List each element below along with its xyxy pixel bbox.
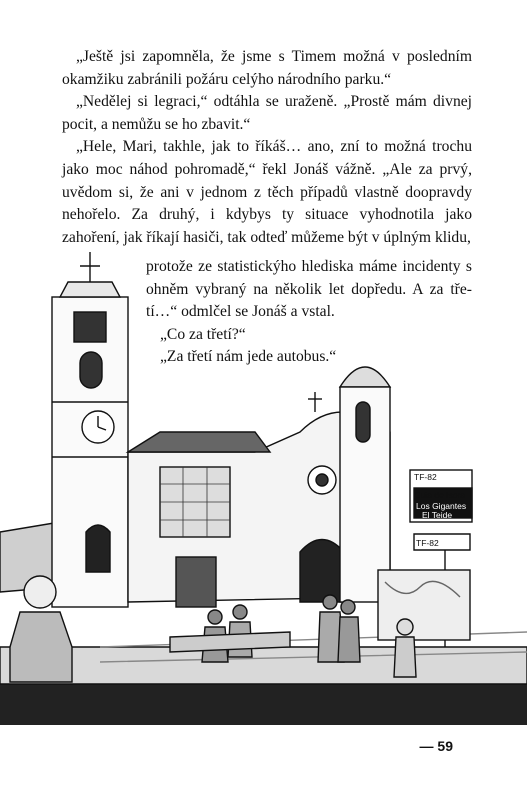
- paragraph-3-start: „Hele, Mari, takhle, jak to říkáš… ano, zní to možná trochu jako moc náhod pohromadě,“ řekl Jonáš vážně. „Ale za prvý, uvědom si, že ani v jednom z těch případů vlastně doopravdy nehořelo. Za druhý, i kdybys ty situace vyhodnotila jako zahoření, jak říkají hasiči, tak odteď můžeme být v úplným klidu,: [62, 138, 472, 246]
- page-number: — 59: [419, 738, 453, 754]
- paragraph-1: „Ještě jsi zapomněla, že jsme s Timem možná v posledním okamžiku zabránili požáru celýho národního parku.“: [62, 48, 472, 88]
- sign-1-line-2: Los Gigantes: [416, 501, 467, 511]
- paragraph-3-end: protože ze statistickýho hlediska máme incidenty s ohněm vybraný na několik let dopředu. A za třetí…“ odmlčel se Jonáš a vstal.: [146, 258, 472, 321]
- sign-2-route: TF-82: [416, 538, 439, 548]
- sign-1-route: TF-82: [414, 472, 437, 482]
- text-block-full-width: [62, 46, 472, 249]
- paragraph-5: „Za třetí nám jede autobus.“: [160, 348, 337, 366]
- paragraph-4: „Co za třetí?“: [160, 325, 246, 343]
- church-illustration: [0, 252, 527, 725]
- sign-1-line-3: El Teide: [422, 510, 453, 520]
- paragraph-2: „Nedělej si legraci,“ odtáhla se uraženě. „Prostě mám divnej pocit, a nemůžu se ho zbavit.“: [62, 93, 472, 133]
- sign-1-line-1: Guia de Isora: [414, 490, 466, 500]
